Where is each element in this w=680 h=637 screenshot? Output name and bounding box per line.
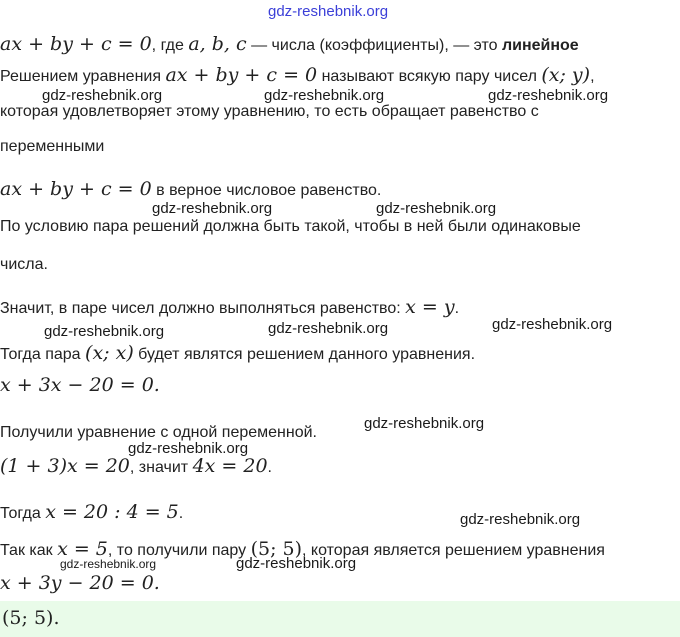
watermark: gdz-reshebnik.org xyxy=(152,200,273,217)
math-expression: x = 5 xyxy=(57,538,108,560)
text-line-4 xyxy=(0,138,104,156)
watermark: gdz-reshebnik.org xyxy=(264,87,385,104)
text-line-6 xyxy=(0,218,581,236)
watermark: gdz-reshebnik.org xyxy=(364,415,485,432)
math-expression: 4x = 20 xyxy=(192,455,268,477)
text-line-3 xyxy=(0,103,539,121)
text-span: в верное числовое равенство. xyxy=(151,182,382,199)
text-span: называют всякую пару чисел xyxy=(317,68,542,85)
text-span: Тогда пара xyxy=(0,346,86,363)
math-expression: x + 3y − 20 = 0. xyxy=(0,572,160,594)
watermark: gdz-reshebnik.org xyxy=(236,555,357,572)
text-span: По условию пара решений должна быть такой, чтобы в ней были одинаковые xyxy=(0,218,581,235)
text-line-7 xyxy=(0,256,48,274)
text-line-12 xyxy=(0,455,272,477)
text-line-8 xyxy=(0,296,459,318)
watermark: gdz-reshebnik.org xyxy=(128,440,249,457)
text-span: , значит xyxy=(129,459,193,476)
math-expression: ax + by + c = 0 xyxy=(165,64,318,86)
answer-block xyxy=(0,601,680,637)
text-span: . xyxy=(267,459,272,476)
math-expression: ax + by + c = 0 xyxy=(0,178,152,200)
watermark: gdz-reshebnik.org xyxy=(492,316,613,333)
watermark: gdz-reshebnik.org xyxy=(60,557,157,571)
watermark: gdz-reshebnik.org xyxy=(376,200,497,217)
text-span: , xyxy=(590,68,595,85)
math-expression: a, b, c xyxy=(188,33,247,55)
text-span: , где xyxy=(151,37,189,54)
bold-term: линейное xyxy=(501,37,579,54)
answer-value: (5; 5). xyxy=(2,607,60,629)
text-span: переменными xyxy=(0,138,105,155)
text-span: Тогда xyxy=(0,505,46,522)
text-line-1 xyxy=(0,33,579,55)
watermark: gdz-reshebnik.org xyxy=(42,87,163,104)
math-expression: (5; 5) xyxy=(250,538,303,560)
text-span: будет являтся решением данного уравнения. xyxy=(133,346,476,363)
watermark: gdz-reshebnik.org xyxy=(268,3,389,20)
math-expression: x = y xyxy=(405,296,455,318)
watermark: gdz-reshebnik.org xyxy=(44,323,165,340)
text-span: . xyxy=(454,300,460,317)
text-span: Получили уравнение с одной переменной. xyxy=(0,424,317,441)
math-expression: (x; x) xyxy=(85,342,134,364)
math-expression: x = 20 : 4 = 5 xyxy=(45,501,179,523)
math-expression: ax + by + c = 0 xyxy=(0,33,152,55)
text-line-2 xyxy=(0,64,595,86)
watermark: gdz-reshebnik.org xyxy=(488,87,609,104)
text-line-9 xyxy=(0,342,475,364)
text-span: Решением уравнения xyxy=(0,68,166,85)
math-expression: x + 3x − 20 = 0. xyxy=(0,374,160,396)
text-span: Значит, в паре чисел должно выполняться равенство: xyxy=(0,300,406,317)
text-span: , то получили пару xyxy=(107,542,251,559)
text-line-10 xyxy=(0,374,160,396)
text-span: , которая является решением уравнения xyxy=(302,542,605,559)
text-span: — числа (коэффициенты), — это xyxy=(246,37,502,54)
text-span: числа. xyxy=(0,256,48,273)
text-span: . xyxy=(178,505,184,522)
math-expression: (x; y) xyxy=(541,64,591,86)
watermark: gdz-reshebnik.org xyxy=(460,511,581,528)
text-line-15 xyxy=(0,572,160,594)
text-span: которая удовлетворяет этому уравнению, то есть обращает равенство с xyxy=(0,103,539,120)
text-line-13 xyxy=(0,501,183,523)
watermark: gdz-reshebnik.org xyxy=(268,320,389,337)
math-expression: (1 + 3)x = 20 xyxy=(0,455,130,477)
text-span: Так как xyxy=(0,542,58,559)
text-line-5 xyxy=(0,178,381,200)
